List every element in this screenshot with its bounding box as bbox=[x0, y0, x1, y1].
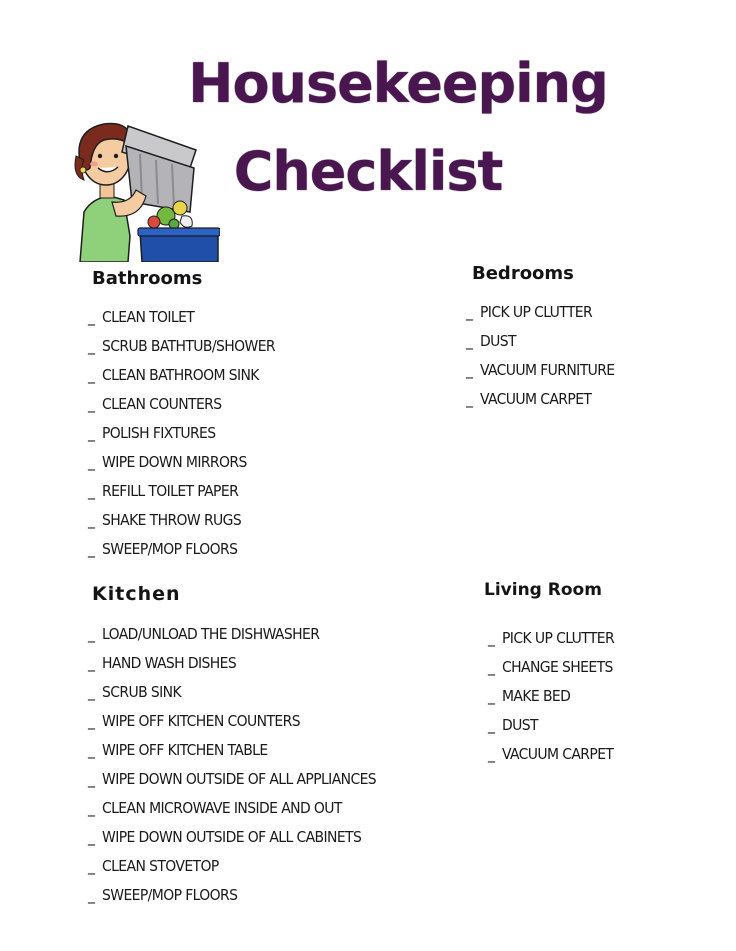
checklist-item-label: WIPE OFF KITCHEN TABLE bbox=[102, 741, 268, 759]
checklist-item bbox=[466, 327, 615, 356]
checklist-item-label: SWEEP/MOP FLOORS bbox=[102, 540, 238, 558]
checklist-item-label: DUST bbox=[480, 332, 516, 350]
section-heading-living-room: Living Room bbox=[484, 580, 602, 600]
checkbox-blank-mark[interactable]: _ bbox=[466, 303, 473, 321]
checklist-item bbox=[88, 477, 275, 506]
checkbox-blank-mark[interactable]: _ bbox=[88, 828, 95, 846]
checklist-bathrooms bbox=[88, 303, 275, 564]
checkbox-blank-mark[interactable]: _ bbox=[88, 857, 95, 875]
checklist-item-label: HAND WASH DISHES bbox=[102, 654, 237, 672]
checklist-item bbox=[488, 711, 614, 740]
checkbox-blank-mark[interactable]: _ bbox=[88, 741, 95, 759]
checkbox-blank-mark[interactable]: _ bbox=[466, 361, 473, 379]
checklist-item-label: DUST bbox=[502, 716, 538, 734]
checklist-item bbox=[88, 419, 275, 448]
checkbox-blank-mark[interactable]: _ bbox=[488, 745, 495, 763]
checklist-item-label: SCRUB SINK bbox=[102, 683, 182, 701]
checklist-item-label: CLEAN TOILET bbox=[102, 308, 195, 326]
checklist-item bbox=[488, 682, 614, 711]
checklist-item bbox=[466, 385, 615, 414]
checkbox-blank-mark[interactable]: _ bbox=[88, 799, 95, 817]
checklist-item bbox=[88, 881, 376, 910]
checkbox-blank-mark[interactable]: _ bbox=[88, 683, 95, 701]
checklist-item bbox=[88, 303, 275, 332]
checkbox-blank-mark[interactable]: _ bbox=[88, 337, 95, 355]
checklist-item-label: MAKE BED bbox=[502, 687, 571, 705]
checkbox-blank-mark[interactable]: _ bbox=[88, 453, 95, 471]
checklist-item-label: SCRUB BATHTUB/SHOWER bbox=[102, 337, 275, 355]
checklist-item bbox=[88, 649, 376, 678]
checkbox-blank-mark[interactable]: _ bbox=[488, 716, 495, 734]
checklist-item bbox=[88, 620, 376, 649]
section-bedrooms bbox=[466, 263, 615, 414]
checkbox-blank-mark[interactable]: _ bbox=[88, 308, 95, 326]
checklist-item bbox=[488, 653, 614, 682]
checklist-item-label: WIPE DOWN OUTSIDE OF ALL CABINETS bbox=[102, 828, 362, 846]
checklist-item bbox=[88, 448, 275, 477]
checklist-item-label: WIPE DOWN OUTSIDE OF ALL APPLIANCES bbox=[102, 770, 377, 788]
checkbox-blank-mark[interactable]: _ bbox=[488, 658, 495, 676]
woman-emptying-trash-can-illustration bbox=[70, 116, 220, 262]
checklist-item bbox=[88, 390, 275, 419]
checkbox-blank-mark[interactable]: _ bbox=[88, 625, 95, 643]
checklist-kitchen bbox=[88, 620, 376, 910]
checkbox-blank-mark[interactable]: _ bbox=[88, 482, 95, 500]
checklist-item-label: SHAKE THROW RUGS bbox=[102, 511, 242, 529]
page-title-line-1: Housekeeping bbox=[188, 52, 608, 115]
section-heading-kitchen: Kitchen bbox=[92, 583, 181, 605]
section-living-room bbox=[484, 580, 614, 769]
section-heading-bedrooms: Bedrooms bbox=[472, 263, 574, 284]
checkbox-blank-mark[interactable]: _ bbox=[88, 395, 95, 413]
checklist-item bbox=[88, 678, 376, 707]
checklist-item-label: CLEAN BATHROOM SINK bbox=[102, 366, 259, 384]
checklist-item-label: CLEAN MICROWAVE INSIDE AND OUT bbox=[102, 799, 342, 817]
checklist-bedrooms bbox=[466, 298, 615, 414]
checklist-living-room bbox=[488, 624, 614, 769]
checklist-item bbox=[466, 298, 615, 327]
checklist-item-label: PICK UP CLUTTER bbox=[502, 629, 615, 647]
section-heading-bathrooms: Bathrooms bbox=[92, 268, 203, 289]
checklist-item-label: CLEAN COUNTERS bbox=[102, 395, 222, 413]
checklist-item bbox=[88, 794, 376, 823]
checkbox-blank-mark[interactable]: _ bbox=[88, 886, 95, 904]
section-kitchen bbox=[88, 583, 377, 910]
checklist-item-label: WIPE DOWN MIRRORS bbox=[102, 453, 247, 471]
checklist-item-label: VACUUM CARPET bbox=[502, 745, 614, 763]
checkbox-blank-mark[interactable]: _ bbox=[88, 424, 95, 442]
checklist-item-label: SWEEP/MOP FLOORS bbox=[102, 886, 238, 904]
checklist-item-label: LOAD/UNLOAD THE DISHWASHER bbox=[102, 625, 320, 643]
checkbox-blank-mark[interactable]: _ bbox=[88, 511, 95, 529]
checklist-item bbox=[488, 624, 614, 653]
checkbox-blank-mark[interactable]: _ bbox=[88, 540, 95, 558]
checklist-item bbox=[88, 852, 376, 881]
checklist-item-label: WIPE OFF KITCHEN COUNTERS bbox=[102, 712, 300, 730]
checklist-item bbox=[88, 361, 275, 390]
checklist-item-label: REFILL TOILET PAPER bbox=[102, 482, 239, 500]
checkbox-blank-mark[interactable]: _ bbox=[466, 390, 473, 408]
section-bathrooms bbox=[88, 268, 275, 564]
checklist-item bbox=[88, 707, 376, 736]
page-title-line-2: Checklist bbox=[233, 140, 503, 203]
checklist-item-label: POLISH FIXTURES bbox=[102, 424, 216, 442]
checklist-item-label: CLEAN STOVETOP bbox=[102, 857, 219, 875]
checklist-item-label: CHANGE SHEETS bbox=[502, 658, 613, 676]
checklist-item bbox=[88, 332, 275, 361]
checkbox-blank-mark[interactable]: _ bbox=[466, 332, 473, 350]
checklist-item bbox=[488, 740, 614, 769]
checkbox-blank-mark[interactable]: _ bbox=[88, 712, 95, 730]
checkbox-blank-mark[interactable]: _ bbox=[88, 366, 95, 384]
checklist-item bbox=[88, 506, 275, 535]
checklist-item bbox=[88, 535, 275, 564]
checkbox-blank-mark[interactable]: _ bbox=[488, 629, 495, 647]
checkbox-blank-mark[interactable]: _ bbox=[488, 687, 495, 705]
checklist-item-label: VACUUM CARPET bbox=[480, 390, 592, 408]
checklist-item bbox=[466, 356, 615, 385]
checklist-item bbox=[88, 736, 376, 765]
checklist-item-label: VACUUM FURNITURE bbox=[480, 361, 615, 379]
checkbox-blank-mark[interactable]: _ bbox=[88, 770, 95, 788]
checkbox-blank-mark[interactable]: _ bbox=[88, 654, 95, 672]
checklist-item-label: PICK UP CLUTTER bbox=[480, 303, 593, 321]
checklist-item bbox=[88, 765, 376, 794]
checklist-item bbox=[88, 823, 376, 852]
